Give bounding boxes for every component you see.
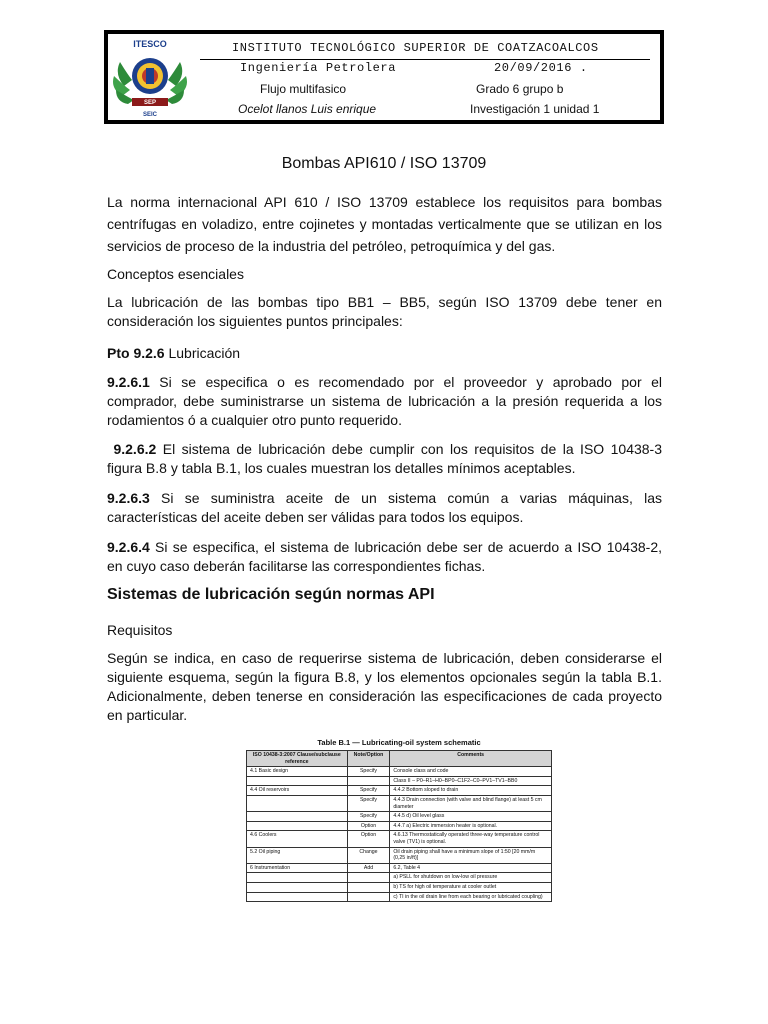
- table-row: [247, 812, 552, 822]
- table-header-row: [247, 751, 552, 767]
- table-cell: [247, 873, 348, 883]
- table-cell: 4.1 Basic design: [247, 767, 348, 777]
- document-title: Bombas API610 / ISO 13709: [281, 155, 487, 172]
- table-cell: 4.4.3 Drain connection (with valve and blind flange) at least 5 cm diameter: [390, 795, 552, 811]
- subject-name: Flujo multifasico: [260, 82, 347, 96]
- table-row: [247, 892, 552, 902]
- table-row: [247, 767, 552, 777]
- table-cell: 4.6.13 Thermostatically operated three-way temperature control valve (TV1) is optional.: [390, 831, 552, 847]
- item-9-2-6-3: [107, 489, 662, 527]
- table-cell: [347, 892, 390, 902]
- table-cell: 4.4.5 d) Oil level glass: [390, 812, 552, 822]
- logo-text: ITESCO: [133, 39, 167, 49]
- table-cell: [247, 882, 348, 892]
- lubrication-intro: La lubricación de las bombas tipo BB1 – BB5, según ISO 13709 debe tener en consideración los siguientes puntos principales:: [107, 294, 662, 329]
- table-b1: [246, 750, 552, 902]
- item-9-2-6-2: [107, 440, 662, 478]
- table-cell: 5.2 Oil piping: [247, 847, 348, 863]
- logo-sub1: SEP: [143, 100, 157, 106]
- section-title: Sistemas de lubricación según normas API: [107, 586, 435, 603]
- table-cell: Specify: [347, 786, 390, 796]
- table-cell: Specify: [347, 795, 390, 811]
- item-number: 9.2.6.1: [107, 374, 150, 390]
- table-cell: Add: [347, 863, 390, 873]
- table-cell: [347, 882, 390, 892]
- table-row: [247, 847, 552, 863]
- table-cell: 6.2, Table 4: [390, 863, 552, 873]
- table-header-cell: Comments: [390, 751, 552, 767]
- table-cell: Option: [347, 821, 390, 831]
- table-cell: [247, 776, 348, 786]
- table-cell: 4.6 Coolers: [247, 831, 348, 847]
- item-9-2-6-1: [107, 373, 662, 430]
- table-cell: 4.4.2 Bottom sloped to drain: [390, 786, 552, 796]
- item-text: El sistema de lubricación debe cumplir con los requisitos de la ISO 10438-3 figura B.8 y tabla B.1, los cuales muestran los detalles mínimos aceptables.: [107, 441, 663, 476]
- table-cell: [247, 795, 348, 811]
- table-cell: c) TI in the oil drain line from each bearing or lubricated coupling): [390, 892, 552, 902]
- item-text: Si se especifica o es recomendado por el proveedor y aprobado por el comprador, debe suministrarse un sistema de lubricación a la presión requerida a los rodamientos ó a cualquier otro punto requerido.: [107, 374, 662, 428]
- pto-text: Lubricación: [164, 345, 241, 361]
- table-header-cell: Note/Option: [347, 751, 390, 767]
- table-cell: Option: [347, 831, 390, 847]
- table-cell: [247, 812, 348, 822]
- table-row: [247, 831, 552, 847]
- table-caption: Table B.1 — Lubricating-oil system schematic: [317, 738, 481, 747]
- table-cell: Class II – P0–R1–H0–BP0–C1F2–C0–PV1–TV1–BB0: [390, 776, 552, 786]
- table-cell: 4.4.7 a) Electric immersion heater is optional.: [390, 821, 552, 831]
- program-name: Ingeniería Petrolera: [240, 61, 397, 75]
- concepts-heading: Conceptos esenciales: [107, 266, 244, 282]
- table-b1-figure: [246, 738, 552, 956]
- institution-name: INSTITUTO TECNOLÓGICO SUPERIOR DE COATZACOALCOS: [232, 41, 599, 55]
- student-name: Ocelot llanos Luis enrique: [238, 102, 377, 116]
- table-row: [247, 863, 552, 873]
- table-cell: [247, 821, 348, 831]
- table-cell: Specify: [347, 767, 390, 777]
- pto-label: Pto 9.2.6: [107, 345, 165, 361]
- pto-paragraph: [107, 342, 662, 364]
- table-cell: Oil drain piping shall have a minimum slope of 1:50 [20 mm/m (0,25 in/ft)]: [390, 847, 552, 863]
- item-number: 9.2.6.2: [113, 441, 157, 457]
- item-text: Si se especifica, el sistema de lubricación debe ser de acuerdo a ISO 10438-2, en cuyo caso deberán facilitarse las correspondientes fichas.: [107, 539, 662, 574]
- table-cell: a) PSLL for shutdown on low-low oil pressure: [390, 873, 552, 883]
- item-text: Si se suministra aceite de un sistema común a varias máquinas, las características del aceite deben ser válidas para todos los equipos.: [107, 490, 662, 525]
- table-cell: [247, 892, 348, 902]
- item-9-2-6-4: [107, 538, 662, 576]
- table-row: [247, 786, 552, 796]
- group-label: Grado 6 grupo b: [476, 82, 564, 96]
- table-header-cell: ISO 10438-3:2007 Clause/subclause reference: [247, 751, 348, 767]
- itesco-logo: [110, 38, 190, 120]
- table-row: [247, 873, 552, 883]
- table-cell: 4.4 Oil reservoirs: [247, 786, 348, 796]
- table-cell: Change: [347, 847, 390, 863]
- table-cell: [347, 776, 390, 786]
- table-row: [247, 882, 552, 892]
- logo-sub2: SEIC: [142, 112, 158, 118]
- table-row: [247, 795, 552, 811]
- item-number: 9.2.6.4: [107, 539, 150, 555]
- table-cell: 6 Instrumentation: [247, 863, 348, 873]
- requisitos-heading: Requisitos: [107, 622, 173, 638]
- document-date: 20/09/2016 .: [494, 61, 588, 75]
- intro-paragraph: La norma internacional API 610 / ISO 13709 establece los requisitos para bombas centrífugas en voladizo, entre cojinetes y montadas verticalmente que se utilizan en los servicios de proceso de la industria del petróleo, petroquímica y del gas.: [107, 194, 662, 254]
- item-number: 9.2.6.3: [107, 490, 150, 506]
- table-row: [247, 821, 552, 831]
- table-cell: [347, 873, 390, 883]
- header-rule: [200, 59, 650, 60]
- table-cell: Console class and code: [390, 767, 552, 777]
- assignment-label: Investigación 1 unidad 1: [470, 102, 600, 116]
- table-row: [247, 776, 552, 786]
- requisitos-paragraph: Según se indica, en caso de requerirse sistema de lubricación, deben considerarse el siguiente esquema, según la figura B.8, y los elementos opcionales según la tabla B.1. Adicionalmente, deben tenerse en consideración las especificaciones de cada proyecto en particular.: [107, 650, 662, 723]
- table-cell: b) TS for high oil temperature at cooler outlet: [390, 882, 552, 892]
- table-cell: Specify: [347, 812, 390, 822]
